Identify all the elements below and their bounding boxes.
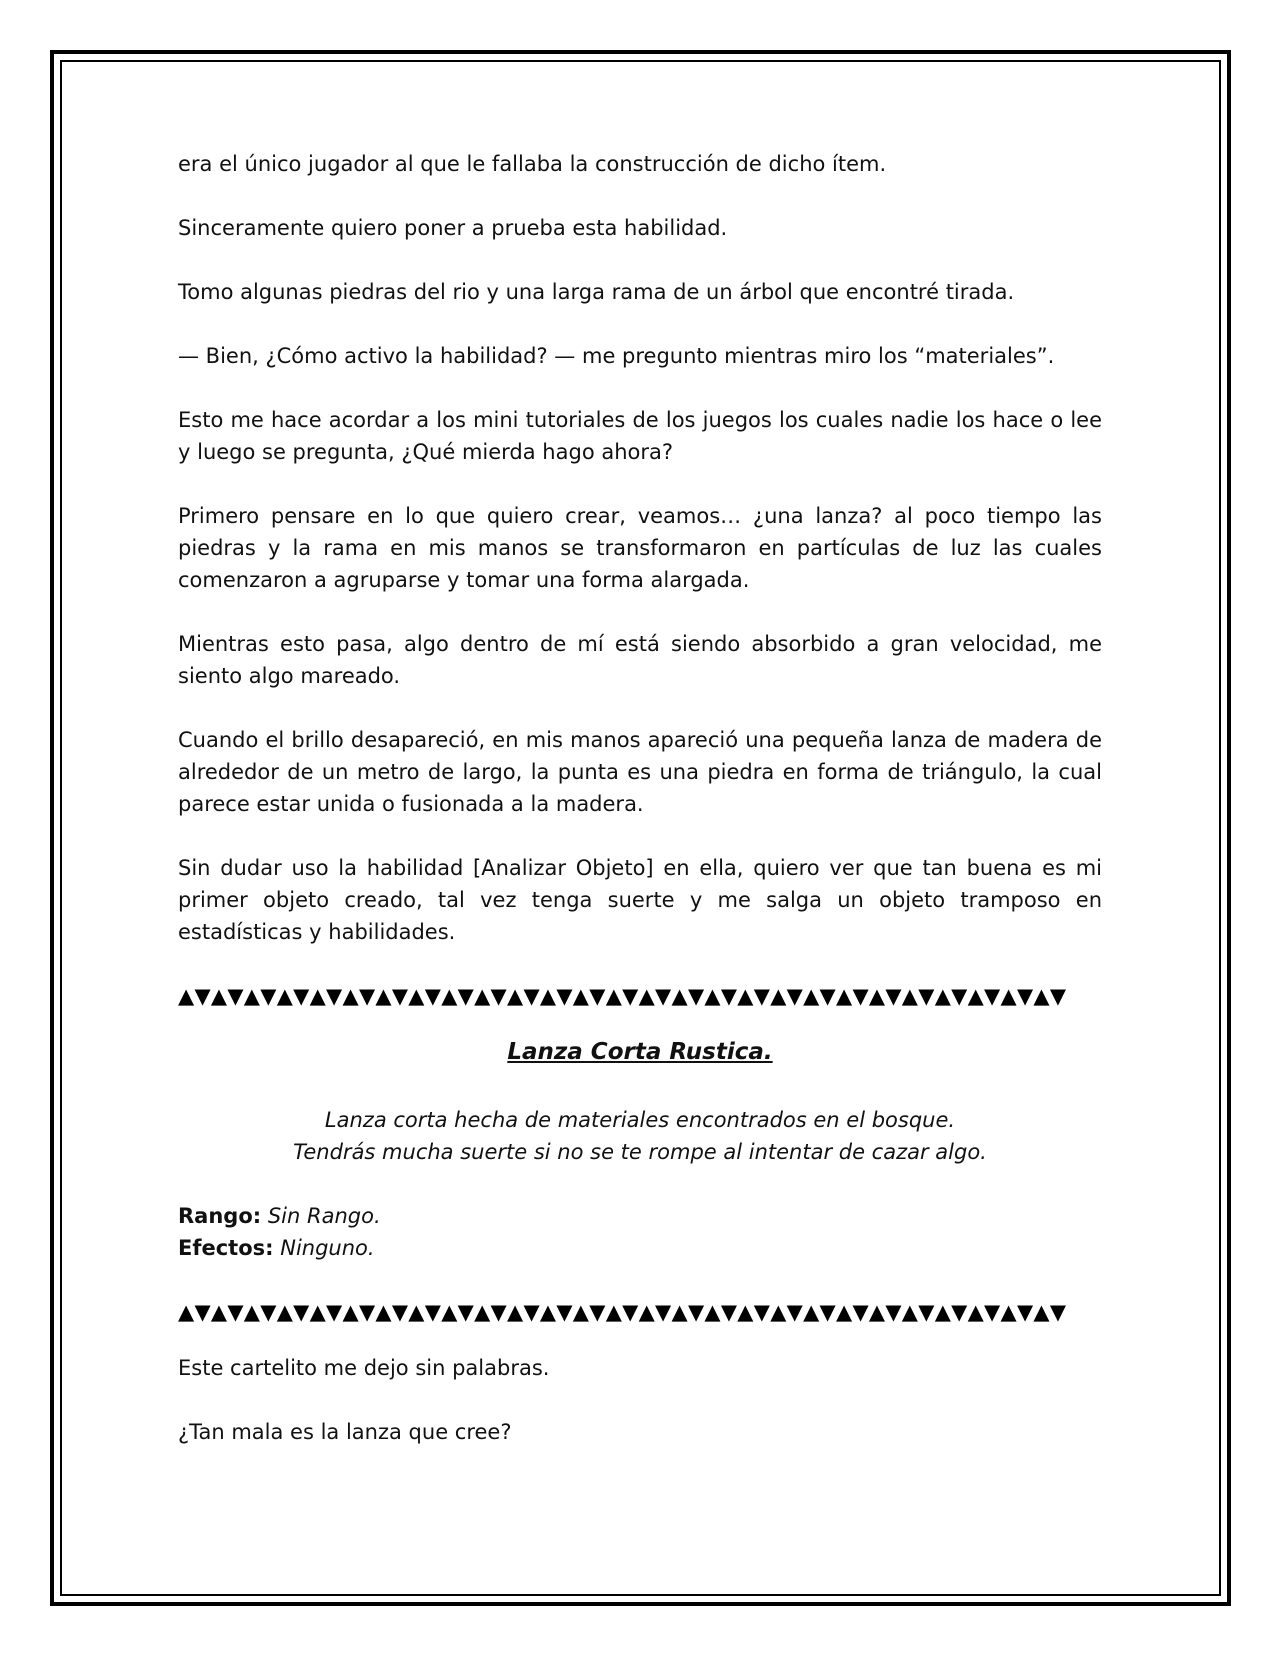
stat-rank-label: Rango: [178,1204,262,1228]
item-title: Lanza Corta Rustica. [507,1039,773,1065]
paragraph: Mientras esto pasa, algo dentro de mí está siendo absorbido a gran velocidad, me siento algo mareado. [178,632,1102,688]
stat-effects-label: Efectos: [178,1236,274,1260]
item-description-line: Tendrás mucha suerte si no se te rompe al intentar de cazar algo. [293,1140,987,1164]
stat-effects [178,1232,1102,1264]
paragraph: Este cartelito me dejo sin palabras. [178,1356,550,1380]
stat-effects-value: Ninguno. [280,1236,375,1260]
triangle-divider-bottom: ▲▼▲▼▲▼▲▼▲▼▲▼▲▼▲▼▲▼▲▼▲▼▲▼▲▼▲▼▲▼▲▼▲▼▲▼▲▼▲▼▲▼▲▼▲▼▲▼▲▼▲▼▲▼ [178,1300,1067,1324]
paragraph: Primero pensare en lo que quiero crear, veamos… ¿una lanza? al poco tiempo las piedras y la rama en mis manos se transformaron en partículas de luz las cuales comenzaron a agruparse y tomar una forma alargada. [178,504,1102,592]
paragraph: Cuando el brillo desapareció, en mis manos apareció una pequeña lanza de madera de alrededor de un metro de largo, la punta es una piedra en forma de triángulo, la cual parece estar unida o fusionada a la madera. [178,728,1102,816]
paragraph: Sin dudar uso la habilidad [Analizar Objeto] en ella, quiero ver que tan buena es mi primer objeto creado, tal vez tenga suerte y me salga un objeto tramposo en estadísticas y habilidades. [178,856,1102,944]
stat-rank-value: Sin Rango. [267,1204,381,1228]
paragraph: era el único jugador al que le fallaba la construcción de dicho ítem. [178,152,887,176]
stat-rank [178,1200,1102,1232]
paragraph: Tomo algunas piedras del rio y una larga rama de un árbol que encontré tirada. [178,280,1015,304]
item-description [178,1104,1102,1168]
triangle-divider-top: ▲▼▲▼▲▼▲▼▲▼▲▼▲▼▲▼▲▼▲▼▲▼▲▼▲▼▲▼▲▼▲▼▲▼▲▼▲▼▲▼▲▼▲▼▲▼▲▼▲▼▲▼▲▼ [178,984,1067,1008]
paragraph: — Bien, ¿Cómo activo la habilidad? — me pregunto mientras miro los “materiales”. [178,344,1055,368]
paragraph: Sinceramente quiero poner a prueba esta habilidad. [178,216,728,240]
paragraph: Esto me hace acordar a los mini tutoriales de los juegos los cuales nadie los hace o lee y luego se pregunta, ¿Qué mierda hago ahora? [178,408,1102,464]
paragraph: ¿Tan mala es la lanza que cree? [178,1420,512,1444]
page-content [178,148,1102,1480]
item-stats [178,1200,1102,1264]
item-description-line: Lanza corta hecha de materiales encontrados en el bosque. [324,1108,956,1132]
